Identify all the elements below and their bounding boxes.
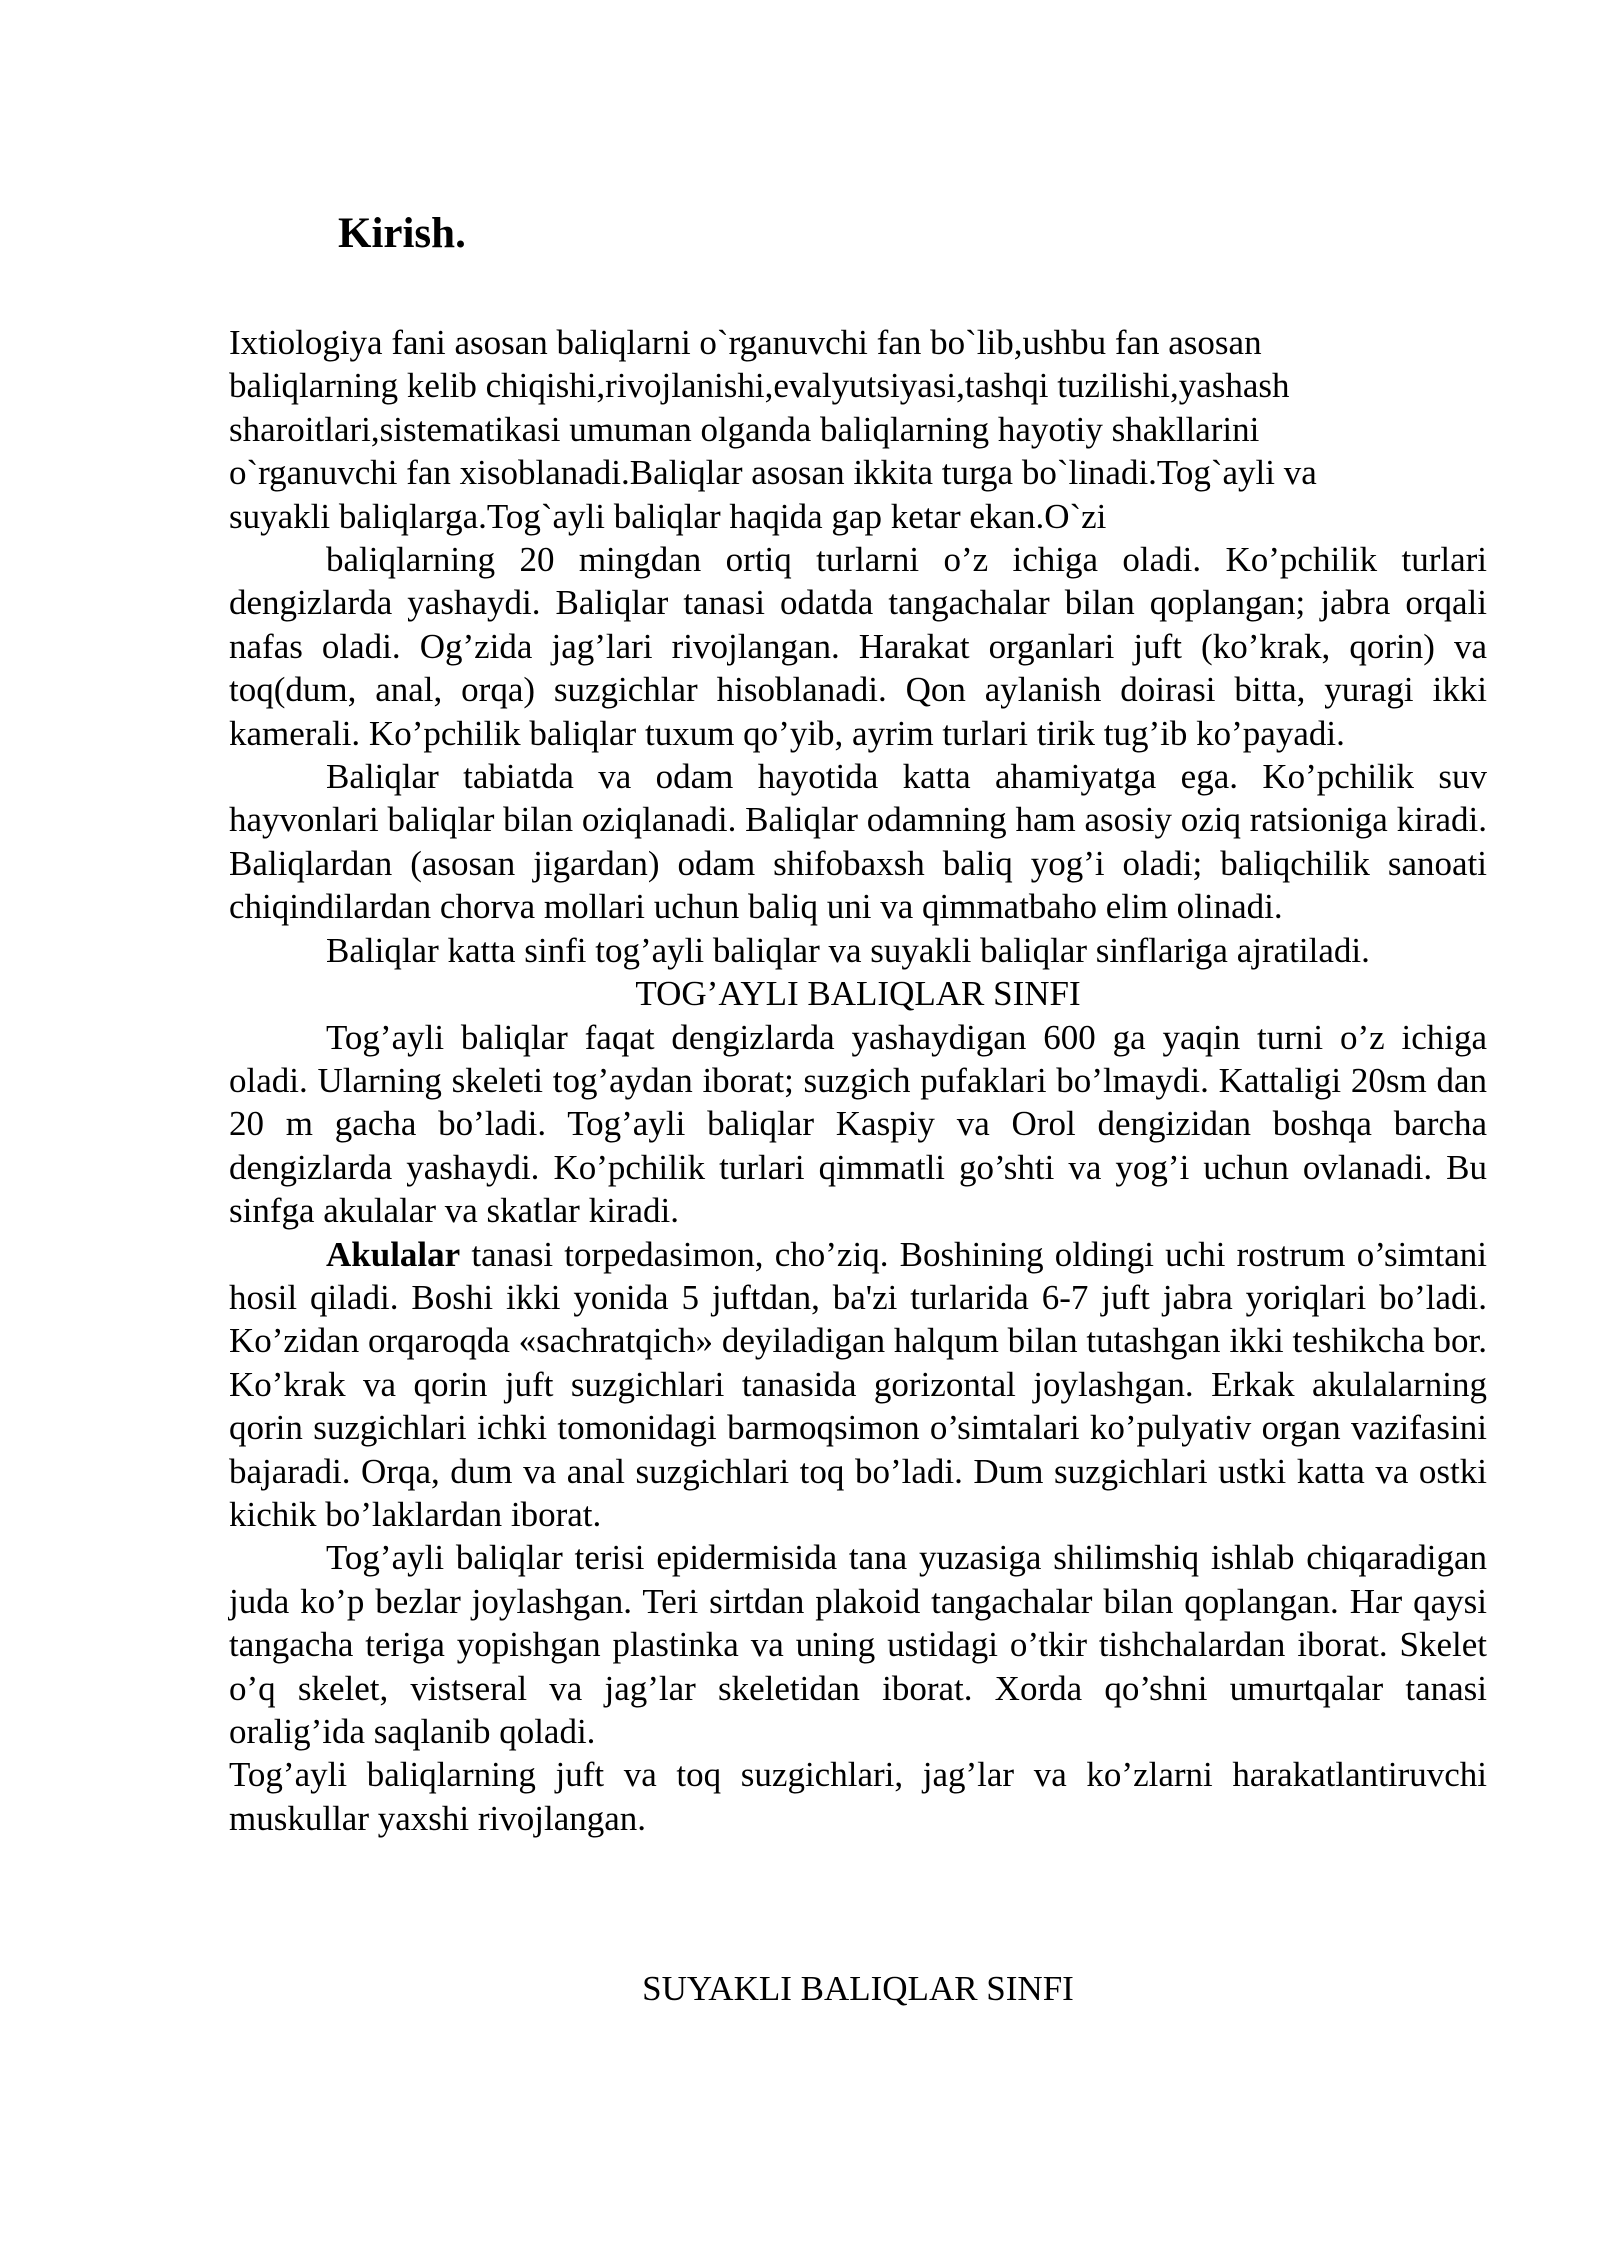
paragraph-sharks-text: tanasi torpedasimon, cho’ziq. Boshining oldingi uchi rostrum o’simtani hosil qiladi. Boshi ikki yonida 5 juftdan, ba'zi turlarida 6-7 juft jabra yoriqlari bo’ladi. Ko’zidan orqaroqda «sachratqich» deyiladigan halqum bilan tutashgan ikki teshikcha bor. Ko’krak va qorin juft suzgichlari tanasida gorizontal joylashgan. Erkak akulalarning qorin suzgichlari ichki tomonidagi barmoqsimon o’simtalari ko’pulyativ organ vazifasini bajaradi. Orqa, dum va anal suzgichlari toq bo’ladi. Dum suzgichlari ustki katta va ostki kichik bo’laklardan iborat. [229,1234,1487,1534]
paragraph-sharks [229,1233,1487,1537]
page-title: Kirish. [338,210,466,257]
paragraph-importance: Baliqlar tabiatda va odam hayotida katta ahamiyatga ega. Ko’pchilik suv hayvonlari baliqlar bilan oziqlanadi. Baliqlar odamning ham asosiy oziq ratsioniga kiradi. Baliqlardan (asosan jigardan) odam shifobaxsh baliq yog’i oladi; baliqchilik sanoati chiqindilardan chorva mollari uchun baliq uni va qimmatbaho elim olinadi. [229,757,1487,927]
paragraph-general: baliqlarning 20 mingdan ortiq turlarni o’z ichiga oladi. Ko’pchilik turlari dengizlarda yashaydi. Baliqlar tanasi odatda tangachalar bilan qoplangan; jabra orqali nafas oladi. Og’zida jag’lari rivojlangan. Harakat organlari juft (ko’krak, qorin) va toq(dum, anal, orqa) suzgichlar hisoblanadi. Qon aylanish doirasi bitta, yuragi ikki kamerali. Ko’pchilik baliqlar tuxum qo’yib, ayrim turlari tirik tug’ib ko’payadi. [229,540,1487,753]
term-sharks: Akulalar [326,1234,461,1274]
paragraph-classes: Baliqlar katta sinfi tog’ayli baliqlar va suyakli baliqlar sinflariga ajratiladi. [326,930,1370,970]
section-heading-cartilaginous: TOG’AYLI BALIQLAR SINFI [635,974,1081,1014]
intro-line: sharoitlari,sistematikasi umuman olganda baliqlarning hayotiy shakllarini [229,409,1260,449]
document-body [229,321,1487,1840]
section-heading-bony: SUYAKLI BALIQLAR SINFI [642,1969,1074,2008]
intro-line: baliqlarning kelib chiqishi,rivojlanishi,evalyutsiyasi,tashqi tuzilishi,yashash [229,366,1290,406]
intro-line: suyakli baliqlarga.Tog`ayli baliqlar haqida gap ketar ekan.O`zi [229,496,1107,536]
paragraph-skin: Tog’ayli baliqlar terisi epidermisida tana yuzasiga shilimshiq ishlab chiqaradigan juda ko’p bezlar joylashgan. Teri sirtdan plakoid tangachalar bilan qoplangan. Har qaysi tangacha teriga yopishgan plastinka va uning ustidagi o’tkir tishchalardan iborat. Skelet o’q skelet, vistseral va jag’lar skeletidan iborat. Xorda qo’shni umurtqalar tanasi oralig’ida saqlanib qoladi. [229,1538,1487,1751]
paragraph-muscles: Tog’ayli baliqlarning juft va toq suzgichlari, jag’lar va ko’zlarni harakatlantiruvchi muskullar yaxshi rivojlangan. [229,1755,1487,1838]
intro-line: o`rganuvchi fan xisoblanadi.Baliqlar asosan ikkita turga bo`linadi.Tog`ayli va [229,453,1317,493]
paragraph-cartilaginous: Tog’ayli baliqlar faqat dengizlarda yashaydigan 600 ga yaqin turni o’z ichiga oladi. Ularning skeleti tog’aydan iborat; suzgich pufaklari bo’lmaydi. Kattaligi 20sm dan 20 m gacha bo’ladi. Tog’ayli baliqlar Kaspiy va Orol dengizidan boshqa barcha dengizlarda yashaydi. Ko’pchilik turlari qimmatli go’shti va yog’i uchun ovlanadi. Bu sinfga akulalar va skatlar kiradi. [229,1017,1487,1231]
intro-line: Ixtiologiya fani asosan baliqlarni o`rganuvchi fan bo`lib,ushbu fan asosan [229,323,1262,362]
